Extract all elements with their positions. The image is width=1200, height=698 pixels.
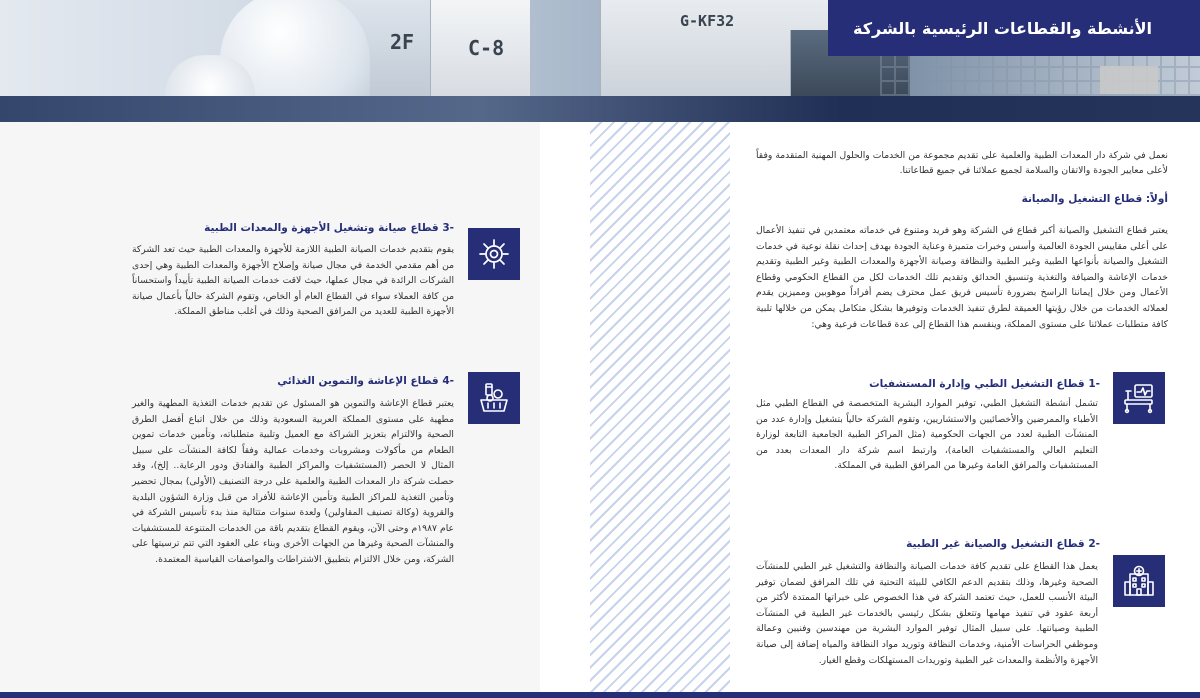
- diagonal-stripe-pattern: [590, 122, 730, 698]
- photo-floor: [0, 96, 1200, 122]
- machine-label: 2F: [390, 30, 415, 54]
- footer-bar: [0, 692, 1200, 698]
- section-2-paragraph: يعمل هذا القطاع على تقديم كافة خدمات الصيانة والنظافة والتشغيل غير الطبي للمنشآت الصحية وغيرها، وذلك بتقديم الدعم الكافي للبيئة التحتية في تلك المرافق لضمان توفير البيئة الأنسب للعمل، حيث تعتمد الشركة في هذا الخصوص على خبراتها الممتدة لأكثر من أربعة عقود في تنفيذ مهامها وتتعلق بشكل رئيسي بالخدمات غير الطبية في المنشآت الطبية وصيانتها. على سبيل المثال توفير الموارد البشرية من مهندسين وفنيين وعمالة وموظفي الحراسات الأمنية، وخدمات النظافة وتوريد مواد النظافة والمياه إضافة إلى صيانة الأجهزة والأنظمة والمعدات غير الطبية وتوريدات المستهلكات وقطع الغيار.: [756, 561, 1098, 666]
- section-1-paragraph: تشمل أنشطة التشغيل الطبي، توفير الموارد البشرية المتخصصة في القطاع الطبي مثل الأطباء والممرضين والأخصائيين والاستشاريين، وتقوم الشركة حالياً بتشغيل وإدارة عدد من المنشآت الطبية لعدد من الجهات الحكومية (مثل المراكز الطبية الجامعية التابعة لوزارة التعليم العالي والمستشفيات العامة)، وارتبط اسم شركة دار المعدات بعدد من المستشفيات والمرافق العامة وغيرها من المرافق الطبية في المملكة.: [756, 398, 1098, 472]
- operations-heading: أولاً: قطاع التشغيل والصيانة: [1021, 193, 1168, 205]
- section-3-paragraph: يقوم بتقديم خدمات الصيانة الطبية اللازمة للأجهزة والمعدات الطبية حيث تعد الشركة من أهم مقدمي الخدمة في مجال صيانة وإصلاح الأجهزة والمعدات الطبية وهي إحدى الشركات الرائدة في مجال عملها، حيث لاقت خدمات الصيانة الطبية تأييداً واستحساناً من كافة العملاء سواء في القطاع العام أو الخاص، وتقوم الشركة حالياً بأعمال صيانة الأجهزة الطبية للعديد من المرافق الصحية وذلك في أغلب مناطق المملكة.: [132, 244, 454, 318]
- gear-icon: [468, 228, 520, 280]
- gray-marker: [1100, 66, 1158, 94]
- machine-label: G-KF32: [680, 12, 735, 30]
- section-4-heading: -4 قطاع الإعاشة والتموين الغذائي: [277, 375, 454, 387]
- section-4-paragraph: يعتبر قطاع الإعاشة والتموين هو المسئول عن تقديم خدمات التغذية المطهية والغير مطهية على مستوى المملكة العربية السعودية وذلك من خلال اتباع أفضل الطرق الصحية والالتزام بتعزيز الشراكة مع العميل وتلبية متطلباته، وتأمين خدمات تموين الطعام من مأكولات ومشروبات وخدمات عمالية وفقاً لكافة المنشآت على سبيل المثال لا الحصر (المستشفيات والمراكز الطبية والفنادق ودور الرعاية.. إلخ)، وقد حصلت شركة دار المعدات الطبية والعلمية على درجة التصنيف (الأولى) بمجال تحضير وتأمين التغذية للمراكز الطبية وتأمين الإعاشة للأفراد من قبل وزارة الشؤون البلدية والقروية (وكالة تصنيف المقاولين) ولعدة سنوات متتالية منذ بدء تأسيس الشركة في عام ١٩٨٧م وحتى الآن، ويقوم القطاع بتقديم باقة من الخدمات المتنوعة للمستشفيات والمنشآت الصحية وغيرها من الجهات الأخرى وبناء على العقود التي تتم ترسيتها على الشركة، ومن خلال الالتزام بتطبيق الاشتراطات والمواصفات القياسية المعتمدة.: [132, 398, 455, 565]
- operations-paragraph: يعتبر قطاع التشغيل والصيانة أكبر قطاع في الشركة وهو فريد ومتنوع في خدماته معتمدين في تنفيذ الأعمال على أعلى مقاييس الجودة العالمية وأسس وخبرات متميزة وعناية الجودة بهدف إحداث نقلة نوعية في خدمات التشغيل والصيانة بأنواعها الطبية وغير الطبية والنظافة وصيانة الأجهزة والمعدات الطبية وغير الطبية وتقديم خدمات الإعاشة والضيافة والتغذية وتنسيق الحدائق وتقديم تلك الخدمات لكل من القطاع الحكومي وقطاع الأعمال ومن خلال إيماننا الراسخ بضرورة تأسيس فريق عمل محترف يضم أفراداً موهوبين ومميزين يقدم لعملائه الخدمات من خلال رؤيتها العميقة لطرق تنفيذ الخدمات وتوفيرها بشكل متكامل يمكن من خلالها تلبية كافة متطلبات عملائنا على مستوى المملكة، وينقسم هذا القطاع إلى عدة قطاعات فرعية وهي:: [756, 225, 1168, 330]
- hospital-bed-icon: [1113, 372, 1165, 424]
- intro-paragraph: نعمل في شركة دار المعدات الطبية والعلمية على تقديم مجموعة من الخدمات والحلول المهنية المتقدمة وفقاً لأعلى معايير الجودة والاتقان والسلامة لجميع عملائنا في جميع قطاعاتنا.: [756, 150, 1168, 176]
- page-title-banner: [828, 0, 1200, 56]
- food-basket-icon: [468, 372, 520, 424]
- building-icon: [1113, 555, 1165, 607]
- section-2-heading: -2 قطاع التشغيل والصيانة غير الطبية: [906, 538, 1100, 550]
- machine-label: C-8: [468, 36, 505, 60]
- section-1-heading: -1 قطاع التشغيل الطبي وإدارة المستشفيات: [869, 378, 1100, 390]
- page-title: الأنشطة والقطاعات الرئيسية بالشركة: [852, 18, 1152, 38]
- section-3-heading: -3 قطاع صيانة وتشغيل الأجهزة والمعدات الطبية: [204, 222, 454, 234]
